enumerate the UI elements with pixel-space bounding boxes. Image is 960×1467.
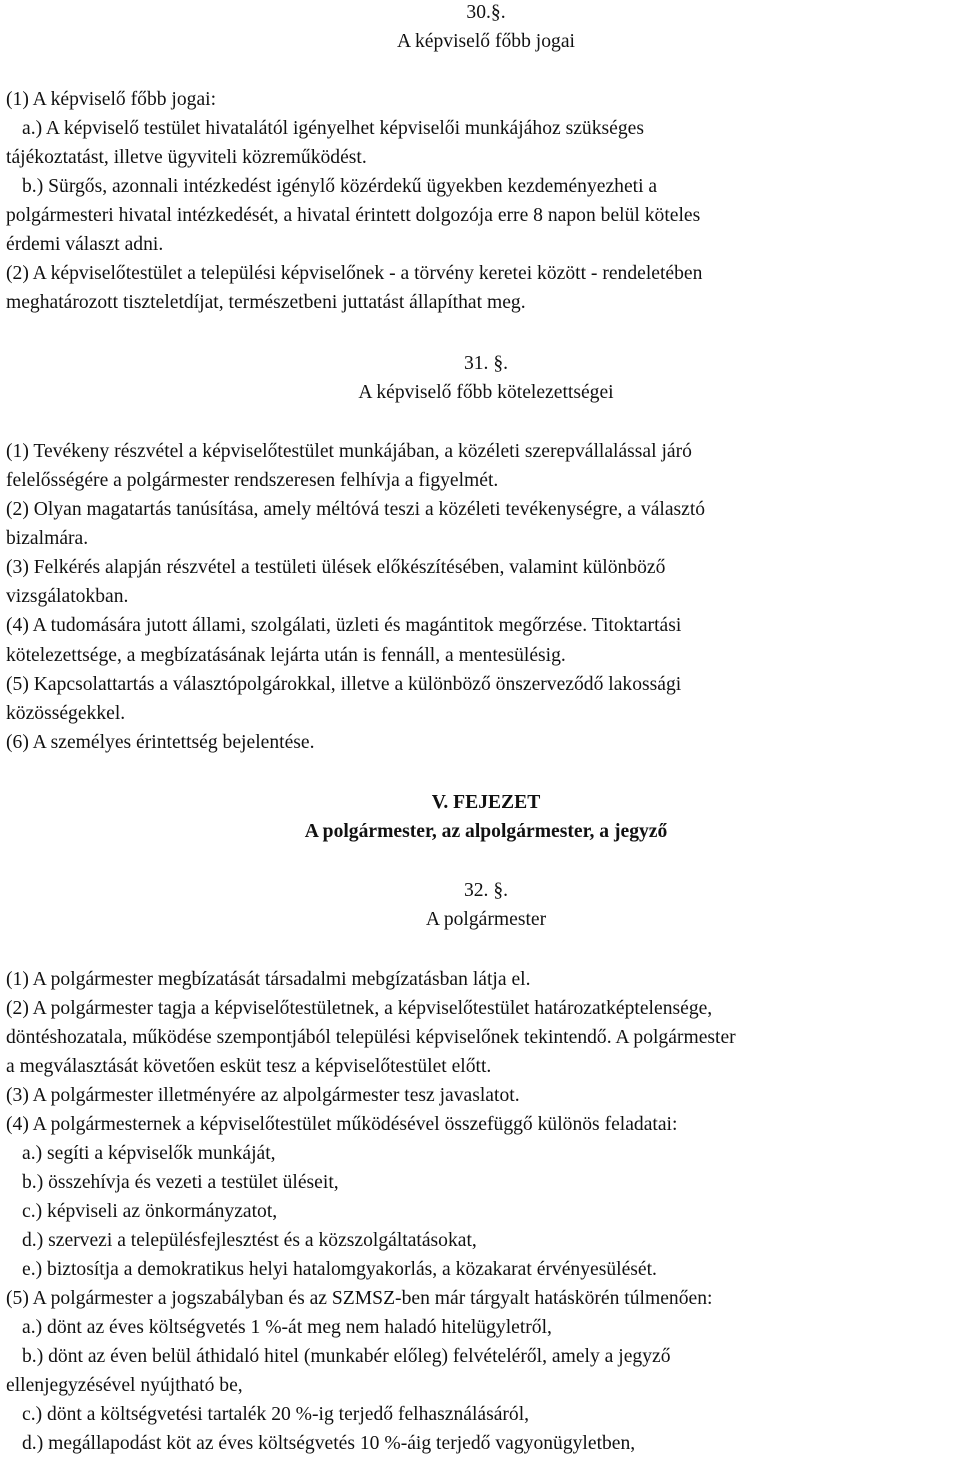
paragraph-line: (2) Olyan magatartás tanúsítása, amely méltóvá teszi a közéleti tevékenységre, a választó <box>6 499 706 520</box>
section-30-title: A képviselő főbb jogai <box>397 31 575 52</box>
paragraph-line: a.) A képviselő testület hivatalától igényelhet képviselői munkájához szükséges <box>22 118 644 139</box>
paragraph-line: (1) Tevékeny részvétel a képviselőtestület munkájában, a közéleti szerepvállalással járó <box>6 441 692 462</box>
paragraph-line: bizalmára. <box>6 528 89 549</box>
list-item: e.) biztosítja a demokratikus helyi hatalomgyakorlás, a közakarat érvényesülését. <box>22 1259 657 1280</box>
section-32-title: A polgármester <box>425 909 547 930</box>
list-item: b.) dönt az éven belül áthidaló hitel (munkabér előleg) felvételéről, amely a jegyző <box>22 1346 671 1367</box>
section-31-number: 31. §. <box>463 353 509 374</box>
paragraph-line: érdemi választ adni. <box>6 234 164 255</box>
paragraph-line: tájékoztatást, illetve ügyviteli közreműködést. <box>6 147 367 168</box>
paragraph-line: (1) A képviselő főbb jogai: <box>6 89 217 110</box>
paragraph-line: a megválasztását követően esküt tesz a képviselőtestület előtt. <box>6 1056 492 1077</box>
list-item: d.) megállapodást köt az éves költségvetés 10 %-áig terjedő vagyonügyletben, <box>22 1433 636 1454</box>
paragraph-line: (2) A polgármester tagja a képviselőtestületnek, a képviselőtestület határozatképtelensége, <box>6 998 713 1019</box>
section-30-number: 30.§. <box>466 2 506 23</box>
paragraph-line: döntéshozatala, működése szempontjából települési képviselőnek tekintendő. A polgármester <box>6 1027 736 1048</box>
paragraph-line: (4) A tudomására jutott állami, szolgálati, üzleti és magántitok megőrzése. Titoktartási <box>6 615 682 636</box>
paragraph-line: kötelezettsége, a megbízatásának lejárta után is fennáll, a mentesülésig. <box>6 645 566 666</box>
paragraph-line: (5) A polgármester a jogszabályban és az SZMSZ-ben már tárgyalt hatáskörén túlmenően: <box>6 1288 713 1309</box>
paragraph-line: (2) A képviselőtestület a települési képviselőnek - a törvény keretei között - rendeletében <box>6 263 703 284</box>
paragraph-line: polgármesteri hivatal intézkedését, a hivatal érintett dolgozója erre 8 napon belül köteles <box>6 205 701 226</box>
paragraph-line: meghatározott tiszteletdíjat, természetbeni juttatást állapíthat meg. <box>6 292 526 313</box>
list-item: a.) segíti a képviselők munkáját, <box>22 1143 276 1164</box>
paragraph-line: (1) A polgármester megbízatását társadalmi mebgízatásban látja el. <box>6 969 531 990</box>
paragraph-line: közösségekkel. <box>6 703 126 724</box>
paragraph-line: (3) Felkérés alapján részvétel a testületi ülések előkészítésében, valamint különböző <box>6 557 666 578</box>
list-item: c.) képviseli az önkormányzatot, <box>22 1201 278 1222</box>
paragraph-line: ellenjegyzésével nyújtható be, <box>6 1375 243 1396</box>
section-31-title: A képviselő főbb kötelezettségei <box>358 382 614 403</box>
paragraph-line: (3) A polgármester illetményére az alpolgármester tesz javaslatot. <box>6 1085 520 1106</box>
chapter-number: V. FEJEZET <box>431 792 541 813</box>
paragraph-line: felelősségére a polgármester rendszeresen felhívja a figyelmét. <box>6 470 499 491</box>
list-item: b.) összehívja és vezeti a testület üléseit, <box>22 1172 339 1193</box>
paragraph-line: b.) Sürgős, azonnali intézkedést igénylő közérdekű ügyekben kezdeményezheti a <box>22 176 658 197</box>
paragraph-line: vizsgálatokban. <box>6 586 129 607</box>
paragraph-line: (5) Kapcsolattartás a választópolgárokkal, illetve a különböző önszerveződő lakossági <box>6 674 682 695</box>
paragraph-line: (6) A személyes érintettség bejelentése. <box>6 732 315 753</box>
paragraph-line: (4) A polgármesternek a képviselőtestület működésével összefüggő különös feladatai: <box>6 1114 678 1135</box>
section-32-number: 32. §. <box>463 880 509 901</box>
chapter-title: A polgármester, az alpolgármester, a jegyző <box>304 821 668 842</box>
list-item: a.) dönt az éves költségvetés 1 %-át meg nem haladó hitelügyletről, <box>22 1317 552 1338</box>
list-item: d.) szervezi a településfejlesztést és a közszolgáltatásokat, <box>22 1230 477 1251</box>
list-item: c.) dönt a költségvetési tartalék 20 %-ig terjedő felhasználásáról, <box>22 1404 530 1425</box>
